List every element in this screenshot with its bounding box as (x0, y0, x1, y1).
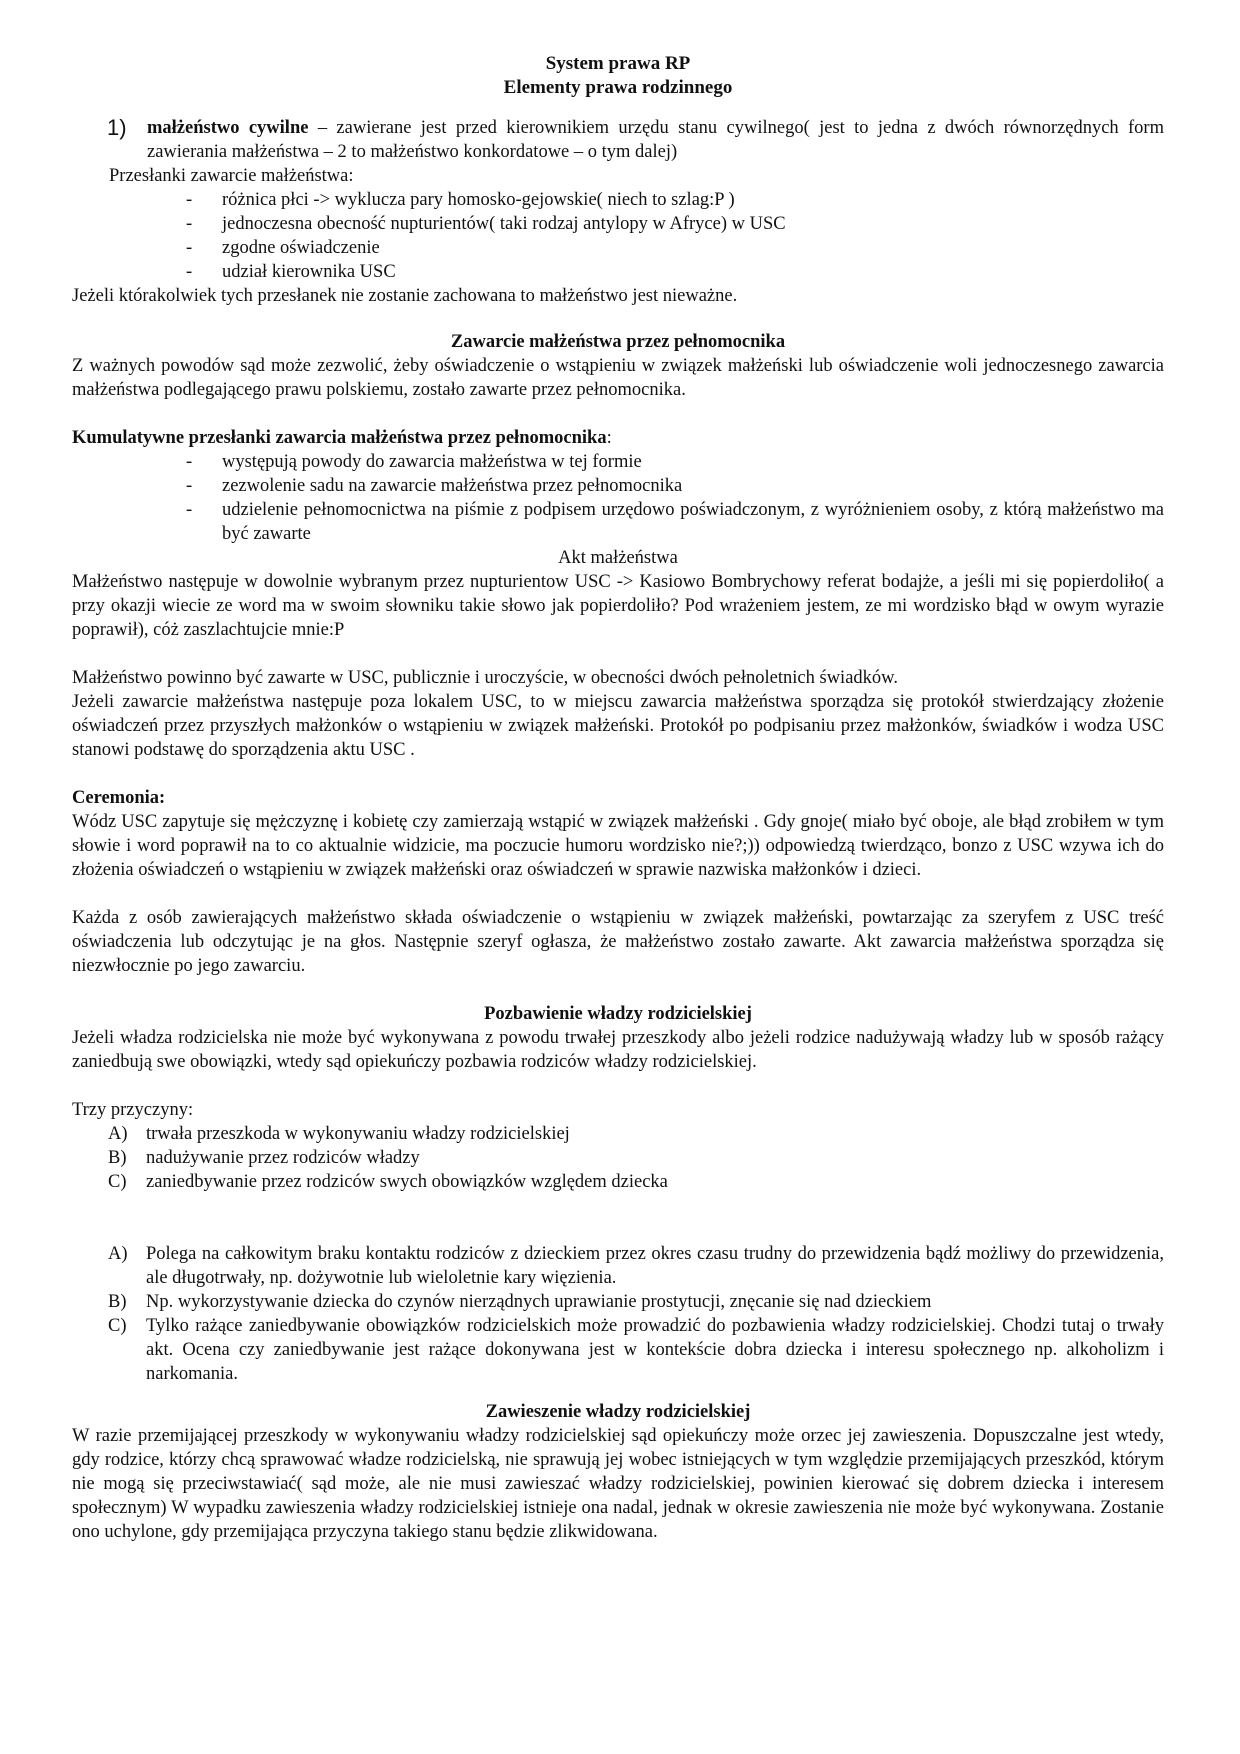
premise-text: jednoczesna obecność nupturientów( taki rodzaj antylopy w Afryce) w USC (222, 214, 786, 234)
premises-list (72, 188, 1164, 284)
list-item: - różnica płci -> wyklucza pary homosko-gejowskie( niech to szlag:P ) (72, 188, 1164, 212)
ceremony-paragraph-2: Każda z osób zawierających małżeństwo składa oświadczenie o wstąpieniu w związek małżeński, powtarzając za szeryfem z USC treść oświadczenia lub odczytując je na głos. Następnie szeryf ogłasza, że małżeństwo zostało zawarte. Akt zawarcia małżeństwa sporządza się niezwłocznie po jego zawarciu. (72, 908, 1164, 976)
list-item: A) trwała przeszkoda w wykonywaniu władzy rodzicielskiej (108, 1124, 570, 1144)
cumulative-label: Kumulatywne przesłanki zawarcia małżeństwa przez pełnomocnika: (72, 428, 612, 448)
ceremony-heading: Ceremonia: (72, 788, 166, 808)
ceremony-paragraph-1: Wódz USC zapytuje się mężczyznę i kobietę czy zamierzają wstąpić w związek małżeński . Gdy gnoje( miało być oboje, ale błąd zrobiłem w tym słowie i word poprawił na to co aktualnie widzicie, ma poczucie humoru wordzisko nie?;)) odpowiedzą twierdząco, bonzo z USC wzywa ich do złożenia oświadczeń o wstąpieniu w związek małżeński oraz oświadczeń w sprawie nazwiska małżonków i dzieci. (72, 812, 1164, 880)
list-item: B) nadużywanie przez rodziców władzy (108, 1148, 420, 1168)
point-1 (72, 116, 1164, 164)
reasons-label: Trzy przyczyny: (72, 1100, 194, 1120)
list-item: - zgodne oświadczenie (72, 236, 1164, 260)
list-item: A) Polega na całkowitym braku kontaktu rodziców z dzieckiem przez okres czasu trudny do przewidzenia bądź możliwy do przewidzenia, ale długotrwały, np. dożywotnie lub wieloletnie kary więzienia. (108, 1244, 1164, 1288)
document-page (72, 52, 1164, 1544)
document-title: System prawa RP (545, 53, 691, 74)
point-1-term: małżeństwo cywilne (147, 118, 309, 138)
premise-text: różnica płci -> wyklucza pary homosko-gejowskie( niech to szlag:P ) (222, 190, 735, 210)
premises-label: Przesłanki zawarcie małżeństwa: (109, 166, 354, 186)
act-paragraph-1: Małżeństwo następuje w dowolnie wybranym przez nupturientow USC -> Kasiowo Bombrychowy referat bodajże, a jeśli mi się popierdoliło( a przy okazji wiecie ze word ma w swoim słowniku takie słowo jak popierdoliło? Pod wrażeniem jestem, ze mi wordzisko błąd w owym wyrazie poprawił), cóż zaszlachtujcie mnie:P (72, 572, 1164, 640)
premise-text: udział kierownika USC (222, 262, 396, 282)
list-item: - udzielenie pełnomocnictwa na piśmie z podpisem urzędowo poświadczonym, z wyróżnieniem osoby, z którą małżeństwo ma być zawarte (186, 500, 1164, 544)
cumulative-text: występują powody do zawarcia małżeństwa w tej formie (222, 452, 642, 472)
list-item: B) Np. wykorzystywanie dziecka do czynów nierządnych uprawianie prostytucji, znęcanie się nad dzieckiem (108, 1292, 932, 1312)
cumulative-list (72, 450, 1164, 546)
deprivation-paragraph: Jeżeli władza rodzicielska nie może być wykonywana z powodu trwałej przeszkody albo jeżeli rodzice nadużywają władzy lub w sposób rażący zaniedbują swe obowiązki, wtedy sąd opiekuńczy pozbawia rodziców władzy rodzicielskiej. (72, 1028, 1164, 1072)
act-paragraph-3: Jeżeli zawarcie małżeństwa następuje poza lokalem USC, to w miejscu zawarcia małżeństwa sporządza się protokół stwierdzający złożenie oświadczeń przez przyszłych małżonków o wstąpieniu w związek małżeński. Protokół po podpisaniu przez małżonków, świadków i wodza USC stanowi podstawę do sporządzenia aktu USC . (72, 692, 1164, 760)
point-1-text (147, 116, 1164, 164)
point-1-number: 1) (107, 115, 127, 140)
cumulative-label-text: Kumulatywne przesłanki zawarcia małżeństwa przez pełnomocnika (72, 428, 607, 448)
premise-text: zgodne oświadczenie (222, 238, 380, 258)
list-item: - jednoczesna obecność nupturientów( taki rodzaj antylopy w Afryce) w USC (72, 212, 1164, 236)
cumulative-text: zezwolenie sadu na zawarcie małżeństwa przez pełnomocnika (222, 476, 683, 496)
proxy-heading: Zawarcie małżeństwa przez pełnomocnika (450, 332, 786, 352)
list-item: - zezwolenie sadu na zawarcie małżeństwa przez pełnomocnika (72, 474, 1164, 498)
list-item: - udział kierownika USC (72, 260, 1164, 284)
list-item: C) Tylko rażące zaniedbywanie obowiązków rodzicielskich może prowadzić do pozbawienia władzy rodzicielskiej. Chodzi tutaj o trwały akt. Ocena czy zaniedbywanie jest rażące dokonywana jest w kontekście dobra dziecka i interesu społecznego np. alkoholizm i narkomania. (108, 1316, 1164, 1384)
document-subtitle: Elementy prawa rodzinnego (503, 77, 733, 98)
suspension-heading: Zawieszenie władzy rodzicielskiej (485, 1402, 751, 1422)
point-1-description: – zawierane jest przed kierownikiem urzędu stanu cywilnego( jest to jedna z dwóch równorzędnych form zawierania małżeństwa – 2 to małżeństwo konkordatowe – o tym dalej) (147, 118, 1164, 162)
act-paragraph-2: Małżeństwo powinno być zawarte w USC, publicznie i uroczyście, w obecności dwóch pełnoletnich świadków. (72, 668, 898, 688)
list-item: - występują powody do zawarcia małżeństwa w tej formie (72, 450, 1164, 474)
proxy-paragraph: Z ważnych powodów sąd może zezwolić, żeby oświadczenie o wstąpieniu w związek małżeński lub oświadczenie woli jednoczesnego zawarcia małżeństwa podlegającego prawu polskiemu, zostało zawarte przez pełnomocnika. (72, 356, 1164, 400)
reasons-list (72, 1122, 1164, 1194)
list-item: C) zaniedbywanie przez rodziców swych obowiązków względem dziecka (108, 1172, 668, 1192)
premises-conclusion: Jeżeli którakolwiek tych przesłanek nie zostanie zachowana to małżeństwo jest nieważne. (72, 286, 738, 306)
cumulative-text: udzielenie pełnomocnictwa na piśmie z podpisem urzędowo poświadczonym, z wyróżnieniem osoby, z którą małżeństwo ma być zawarte (222, 500, 1164, 544)
suspension-paragraph: W razie przemijającej przeszkody w wykonywaniu władzy rodzicielskiej sąd opiekuńczy może orzec jej zawieszenia. Dopuszczalne jest wtedy, gdy rodzice, którzy chcą sprawować władze rodzicielską, nie sprawują jej wobec istniejących w tym względzie przemijających przeszkód, którym nie mogą się przeciwstawiać( sąd może, ale nie musi zawieszać władzy rodzicielskiej, powinien kierować się dobrem dziecka i interesem społecznym) W wypadku zawieszenia władzy rodzicielskiej istnieje ona nadal, jednak w okresie zawieszenia nie może być wykonywana. Zostanie ono uchylone, gdy przemijająca przyczyna takiego stanu będzie zlikwidowana. (72, 1426, 1164, 1542)
act-heading: Akt małżeństwa (558, 548, 678, 568)
deprivation-heading: Pozbawienie władzy rodzicielskiej (484, 1004, 752, 1024)
explanations-list (72, 1242, 1164, 1386)
